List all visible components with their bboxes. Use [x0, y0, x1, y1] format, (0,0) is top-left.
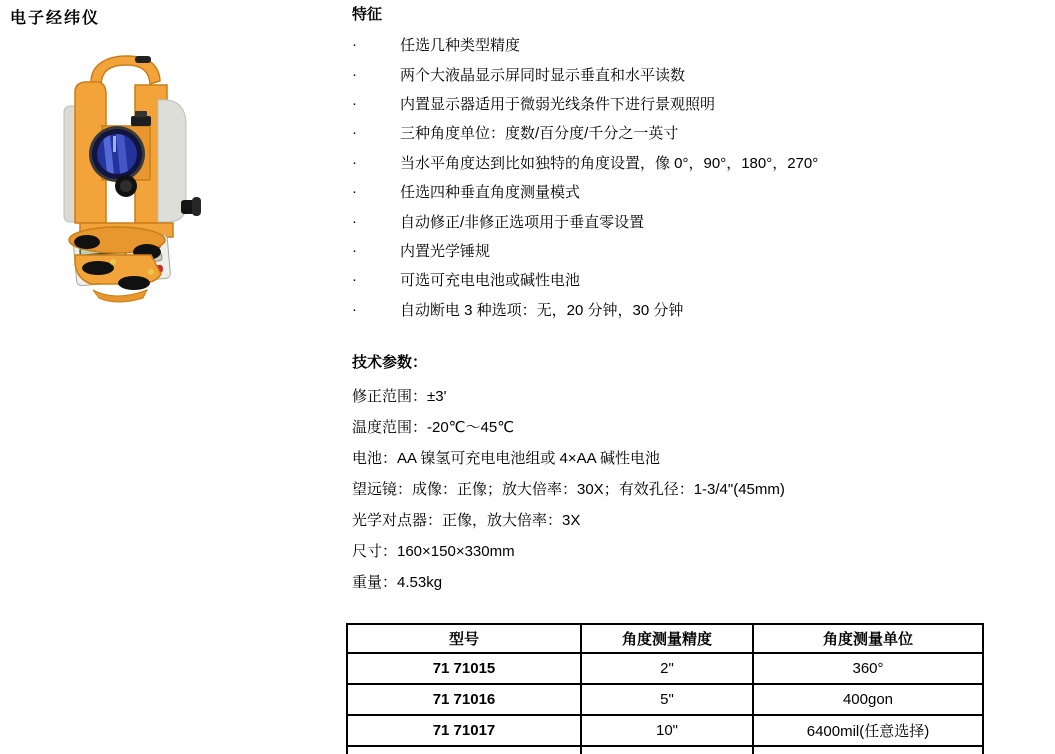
table-row	[347, 684, 983, 715]
specs-heading: 技术参数：	[352, 354, 428, 371]
bullet-glyph: ·	[352, 65, 357, 83]
feature-item	[352, 59, 1032, 88]
feature-text: 任选四种垂直角度测量模式	[400, 184, 581, 202]
spec-line-weight: 重量：4.53kg	[352, 574, 443, 591]
feature-text: 内置光学锤规	[400, 242, 491, 260]
feature-item	[352, 236, 1032, 265]
feature-item	[352, 295, 1032, 324]
table-row	[347, 653, 983, 684]
feature-text: 自动修正/非修正选项用于垂直零设置	[400, 213, 645, 231]
spec-line-dimensions: 尺寸：160×150×330mm	[352, 543, 515, 560]
table-row	[347, 715, 983, 746]
table-row-clipped	[347, 746, 983, 754]
features-heading: 特征	[352, 6, 383, 23]
feature-item	[352, 177, 1032, 206]
cell-model: 71 71015	[347, 653, 581, 684]
bullet-glyph: ·	[352, 153, 357, 171]
bullet-glyph: ·	[352, 94, 357, 112]
feature-text: 内置显示器适用于微弱光线条件下进行景观照明	[400, 95, 716, 113]
feature-text: 两个大液晶显示屏同时显示垂直和水平读数	[400, 66, 686, 84]
cell-model: 71 71016	[347, 684, 581, 715]
bullet-glyph: ·	[352, 300, 357, 318]
cell-empty	[753, 746, 983, 754]
feature-item	[352, 148, 1032, 177]
bullet-glyph: ·	[352, 124, 357, 142]
cell-empty	[347, 746, 581, 754]
cell-unit: 400gon	[753, 684, 983, 715]
cell-empty	[581, 746, 753, 754]
feature-text: 可选可充电电池或碱性电池	[400, 272, 581, 290]
header-accuracy: 角度测量精度	[581, 624, 753, 653]
features-section	[352, 6, 1032, 324]
feature-text: 自动断电 3 种选项：无，20 分钟，30 分钟	[400, 301, 684, 319]
cell-accuracy: 10"	[581, 715, 753, 746]
theodolite-illustration	[55, 50, 205, 308]
feature-item	[352, 118, 1032, 147]
cell-accuracy: 5"	[581, 684, 753, 715]
cell-unit: 360°	[753, 653, 983, 684]
cell-accuracy: 2"	[581, 653, 753, 684]
table-header-row	[347, 624, 983, 653]
bullet-glyph: ·	[352, 212, 357, 230]
product-image	[55, 50, 205, 308]
feature-item	[352, 89, 1032, 118]
spec-line-correction-range: 修正范围：±3'	[352, 388, 447, 405]
feature-item	[352, 265, 1032, 294]
feature-text: 任选几种类型精度	[400, 37, 521, 55]
specs-section	[352, 354, 1032, 597]
header-unit: 角度测量单位	[753, 624, 983, 653]
model-table	[346, 623, 984, 754]
bullet-glyph: ·	[352, 241, 357, 259]
spec-line-temperature-range: 温度范围：-20℃～45℃	[352, 419, 515, 436]
page-title: 电子经纬仪	[10, 10, 101, 27]
bullet-glyph: ·	[352, 36, 357, 54]
spec-line-telescope: 望远镜：成像：正像；放大倍率：30X；有效孔径：1-3/4"(45mm)	[352, 481, 785, 498]
feature-text: 三种角度单位：度数/百分度/千分之一英寸	[400, 125, 679, 143]
bullet-glyph: ·	[352, 271, 357, 289]
feature-item	[352, 206, 1032, 235]
header-model: 型号	[347, 624, 581, 653]
feature-text: 当水平角度达到比如独特的角度设置，像 0°，90°，180°，270°	[400, 154, 819, 172]
cell-unit: 6400mil(任意选择)	[753, 715, 983, 746]
bullet-glyph: ·	[352, 183, 357, 201]
spec-line-battery: 电池：AA 镍氢可充电电池组或 4×AA 碱性电池	[352, 450, 660, 467]
spec-line-optical-plummet: 光学对点器：正像，放大倍率：3X	[352, 512, 581, 529]
cell-model: 71 71017	[347, 715, 581, 746]
feature-item	[352, 30, 1032, 59]
